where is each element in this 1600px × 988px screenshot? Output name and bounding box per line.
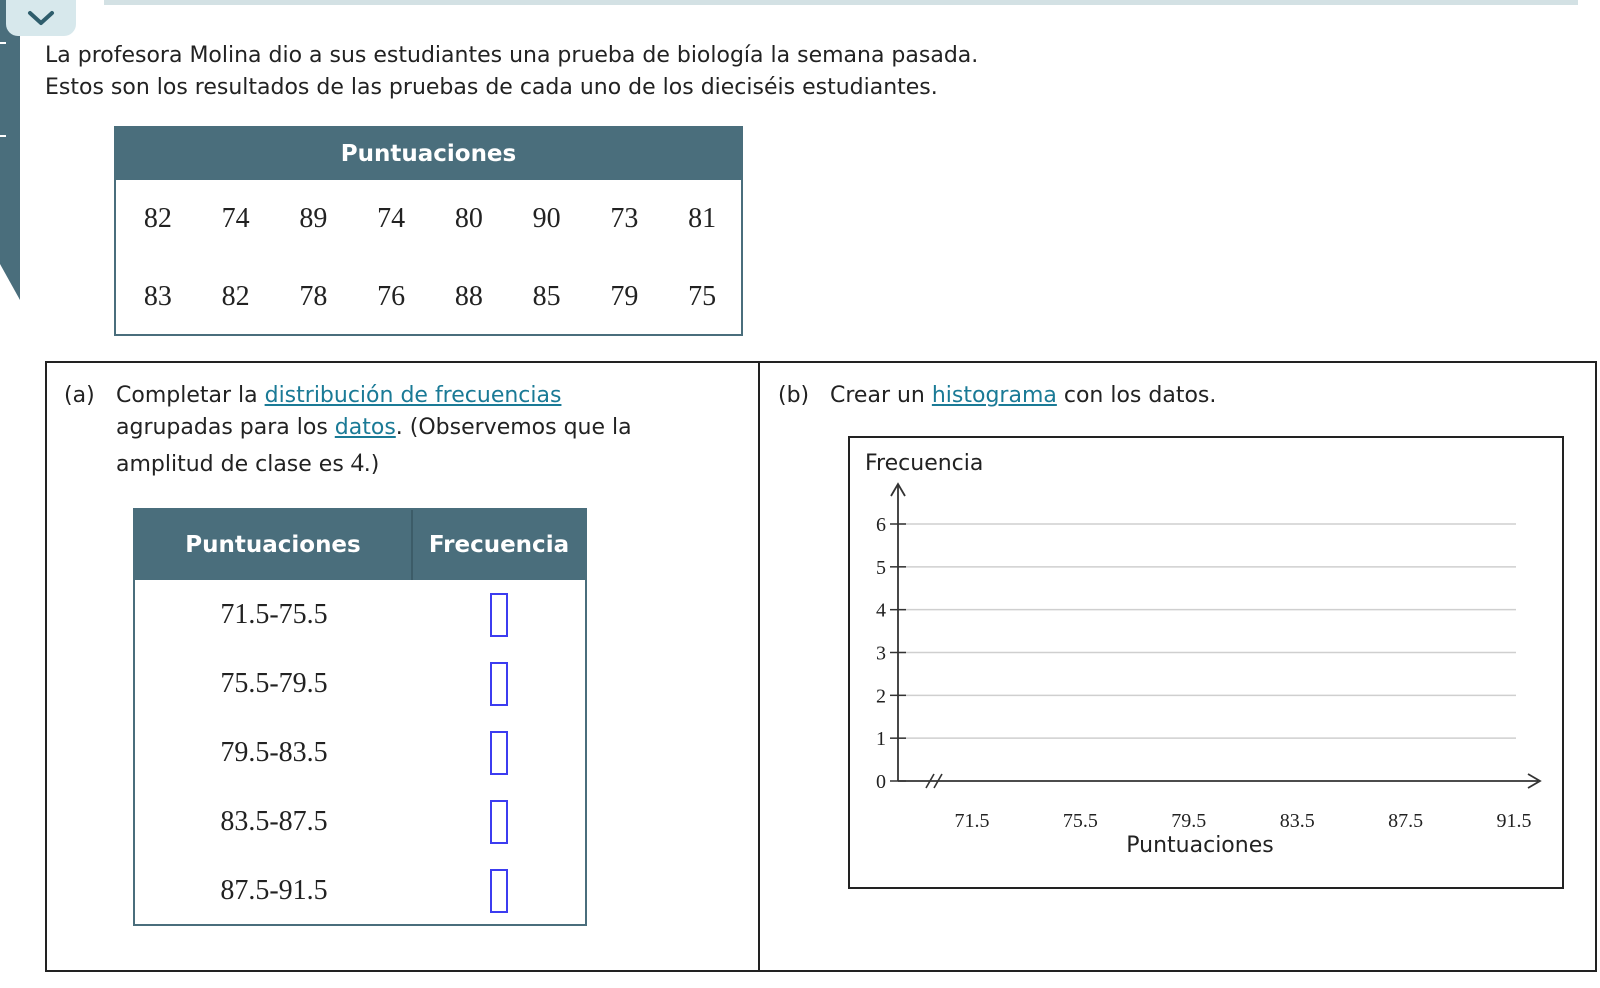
side-tab-mark (0, 42, 6, 44)
x-tick-label: 75.5 (1062, 810, 1098, 832)
part-a-text: . (Observemos que la (395, 415, 632, 440)
frequency-row (135, 649, 585, 718)
top-progress-bar (104, 0, 1578, 5)
frequency-input[interactable] (490, 662, 508, 706)
x-tick-label: 91.5 (1496, 810, 1532, 832)
side-tab-mark (0, 135, 6, 137)
collapse-button[interactable] (6, 0, 76, 36)
part-a-text: Completar la (116, 383, 265, 408)
part-b-label: (b) (778, 383, 810, 408)
score-cell: 83 (143, 281, 172, 312)
score-cell: 81 (688, 203, 717, 234)
part-a-label: (a) (64, 383, 95, 408)
score-cell: 79 (610, 281, 639, 312)
class-width-value: 4 (350, 448, 364, 477)
score-cell: 78 (299, 281, 328, 312)
panel-divider (758, 361, 760, 972)
x-tick-label: 79.5 (1171, 810, 1207, 832)
intro-line: Estos son los resultados de las pruebas de cada uno de los dieciséis estudiantes. (45, 75, 938, 100)
y-tick-label: 0 (876, 771, 886, 793)
score-cell: 80 (454, 203, 483, 234)
part-a-text: .) (363, 452, 380, 477)
score-cell: 85 (532, 281, 561, 312)
frequency-row (135, 580, 585, 649)
score-cell: 82 (221, 281, 250, 312)
problem-intro (45, 40, 978, 104)
part-a-text: agrupadas para los (116, 415, 335, 440)
frequency-input[interactable] (490, 593, 508, 637)
class-interval: 79.5-83.5 (220, 736, 328, 768)
y-tick-label: 2 (876, 685, 886, 708)
y-tick-label: 4 (876, 599, 886, 622)
frequency-input[interactable] (490, 869, 508, 913)
frequency-distribution-link[interactable]: distribución de frecuencias (264, 383, 562, 408)
score-cell: 75 (688, 281, 717, 312)
frequency-input[interactable] (490, 800, 508, 844)
x-axis-title: Puntuaciones (1126, 833, 1274, 858)
scores-table (114, 126, 743, 336)
frequency-table (133, 508, 587, 926)
intro-line: La profesora Molina dio a sus estudiantes una prueba de biología la semana pasada. (45, 43, 979, 68)
part-b-instructions (778, 380, 1216, 412)
frequency-input[interactable] (490, 731, 508, 775)
score-cell: 74 (377, 203, 406, 234)
chevron-down-icon (26, 8, 56, 28)
column-header-scores: Puntuaciones (135, 510, 413, 580)
y-tick-label: 1 (876, 728, 886, 751)
part-a-text: amplitud de clase es (116, 452, 351, 477)
frequency-row (135, 787, 585, 856)
frequency-table-header (135, 510, 585, 580)
y-tick-label: 5 (876, 556, 886, 579)
class-interval: 83.5-87.5 (220, 805, 328, 837)
x-tick-label: 83.5 (1279, 810, 1315, 832)
part-a-instructions (64, 380, 632, 481)
score-cell: 73 (610, 203, 639, 234)
score-cell: 74 (221, 203, 250, 234)
histogram-canvas[interactable] (848, 436, 1564, 889)
score-cell: 90 (532, 203, 561, 234)
part-b-text: Crear un (830, 383, 932, 408)
frequency-row (135, 856, 585, 925)
class-interval: 71.5-75.5 (220, 598, 328, 630)
y-axis-title: Frecuencia (865, 451, 984, 476)
frequency-row (135, 718, 585, 787)
scores-row (116, 180, 741, 258)
score-cell: 76 (377, 281, 406, 312)
y-tick-label: 6 (876, 514, 886, 536)
histogram-link[interactable]: histograma (931, 383, 1057, 408)
part-b-text: con los datos. (1056, 383, 1217, 408)
class-interval: 75.5-79.5 (220, 667, 328, 699)
column-header-frequency: Frecuencia (428, 532, 570, 558)
side-panel-tab (0, 0, 20, 300)
y-tick-label: 3 (876, 642, 886, 665)
scores-row (116, 258, 741, 336)
x-tick-label: 87.5 (1388, 810, 1424, 832)
score-cell: 88 (454, 281, 483, 312)
x-tick-label: 71.5 (954, 810, 990, 832)
score-cell: 89 (299, 203, 328, 234)
score-cell: 82 (143, 203, 172, 234)
scores-table-header: Puntuaciones (116, 128, 741, 180)
class-interval: 87.5-91.5 (220, 874, 328, 906)
histogram-svg[interactable] (850, 438, 1562, 887)
data-link[interactable]: datos (334, 415, 396, 440)
